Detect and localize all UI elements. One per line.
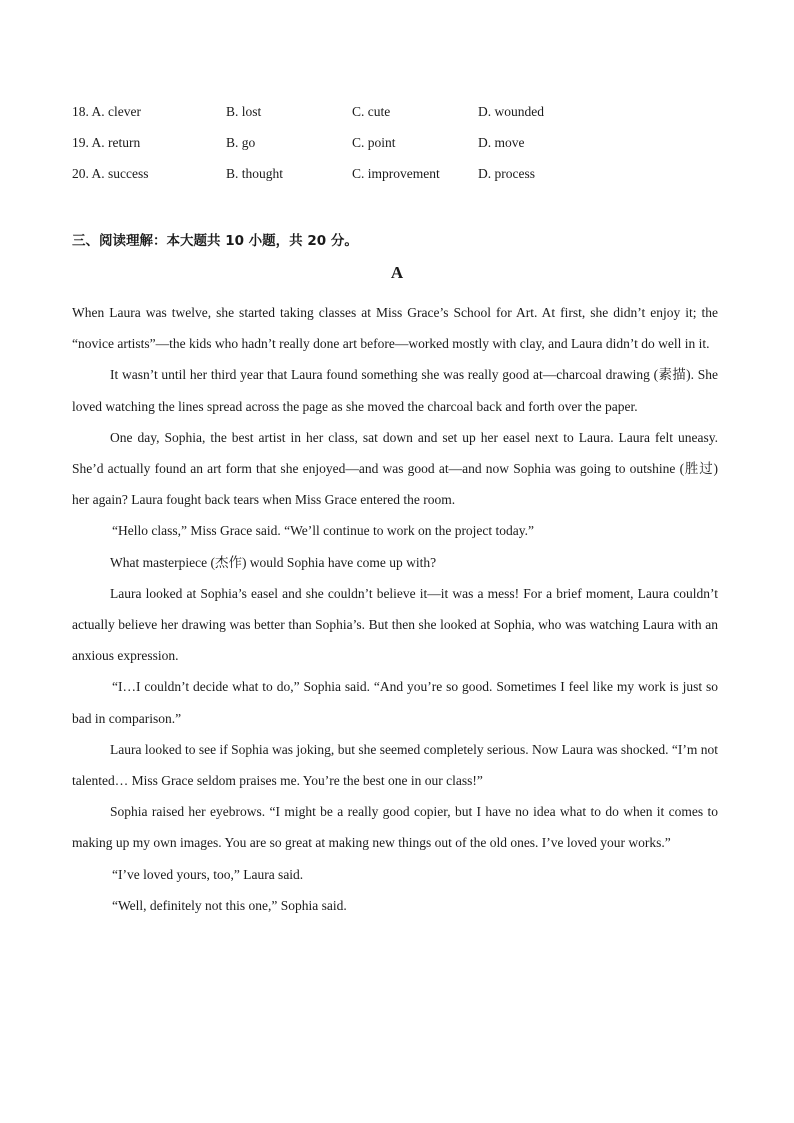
paragraph-3: One day, Sophia, the best artist in her class, sat down and set up her easel next to Laura. Laura felt uneasy. She’d actually found an art form that she enjoyed—and was good at—and now Sophia was going to outshine (胜过) her again? Laura fought back tears when Miss Grace entered the room. <box>72 429 718 508</box>
option-row-18 <box>72 104 752 124</box>
option-20-a: 20. A. success <box>72 166 149 181</box>
paragraph-6: Laura looked at Sophia’s easel and she couldn’t believe it—it was a mess! For a brief moment, Laura couldn’t actually believe her drawing was better than Sophia’s. But then she looked at Sophia, who was watching Laura with an anxious expression. <box>72 585 718 664</box>
section-heading: 三、阅读理解：本大题共 10 小题，共 20 分。 <box>72 233 358 249</box>
passage-body <box>72 297 718 921</box>
option-18-c: C. cute <box>352 104 391 119</box>
paragraph-7: “I…I couldn’t decide what to do,” Sophia said. “And you’re so good. Sometimes I feel like my work is just so bad in comparison.” <box>72 679 718 726</box>
paragraph-4: “Hello class,” Miss Grace said. “We’ll continue to work on the project today.” <box>112 523 535 539</box>
option-19-a: 19. A. return <box>72 135 141 150</box>
option-20-c: C. improvement <box>352 166 440 181</box>
option-20-b: B. thought <box>226 166 284 181</box>
option-18-d: D. wounded <box>478 104 544 119</box>
option-row-19 <box>72 135 752 155</box>
option-19-d: D. move <box>478 135 525 150</box>
paragraph-9: Sophia raised her eyebrows. “I might be a really good copier, but I have no idea what to do when it comes to making up my own images. You are so great at making new things out of the old ones. I’ve loved your works.” <box>72 804 718 851</box>
option-19-c: C. point <box>352 135 396 150</box>
option-20-d: D. process <box>478 166 535 181</box>
paragraph-10: “I’ve loved yours, too,” Laura said. <box>112 866 304 882</box>
passage-title: A <box>390 263 404 282</box>
paragraph-11: “Well, definitely not this one,” Sophia said. <box>112 897 347 913</box>
option-19-b: B. go <box>226 135 256 150</box>
paragraph-5: What masterpiece (杰作) would Sophia have come up with? <box>110 554 437 570</box>
paragraph-2: It wasn’t until her third year that Laura found something she was really good at—charcoal drawing (素描). She loved watching the lines spread across the page as she moved the charcoal back and forth over the paper. <box>72 367 718 414</box>
paragraph-8: Laura looked to see if Sophia was joking, but she seemed completely serious. Now Laura was shocked. “I’m not talented… Miss Grace seldom praises me. You’re the best one in our class!” <box>72 741 718 789</box>
option-row-20 <box>72 166 752 186</box>
option-18-b: B. lost <box>226 104 262 119</box>
paragraph-1: When Laura was twelve, she started taking classes at Miss Grace’s School for Art. At first, she didn’t enjoy it; the “novice artists”—the kids who hadn’t really done art before—worked mostly with clay, and Laura didn’t do well in it. <box>72 305 718 352</box>
option-18-a: 18. A. clever <box>72 104 141 119</box>
